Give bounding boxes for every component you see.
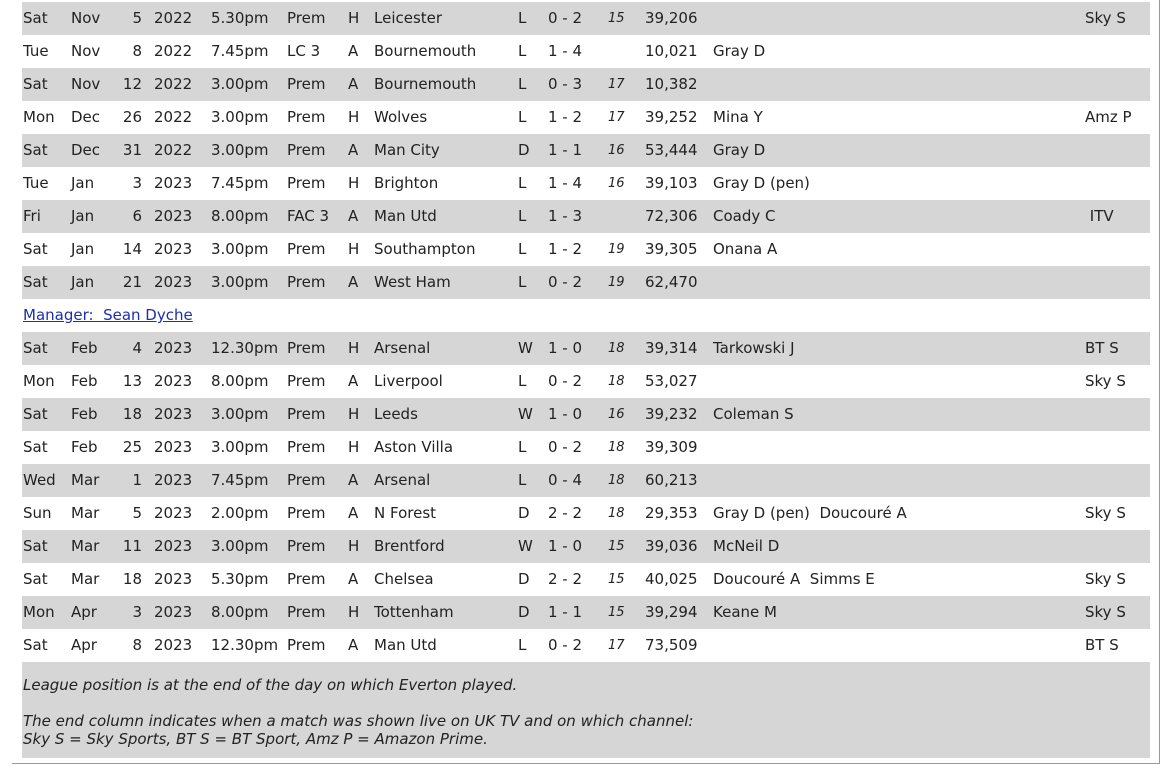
fixture-month: Dec (71, 141, 101, 159)
fixture-score: 1 - 4 (548, 42, 583, 60)
fixture-score: 2 - 2 (548, 504, 583, 522)
fixture-year: 2023 (154, 273, 193, 291)
fixture-score: 0 - 3 (548, 75, 583, 93)
fixture-tv-channel: Amz P (1085, 108, 1132, 126)
fixture-day: Sat (23, 9, 48, 27)
fixture-date: 5 (132, 504, 142, 522)
fixture-tv-channel: Sky S (1085, 9, 1126, 27)
fixture-row (22, 431, 1150, 464)
fixture-year: 2023 (154, 603, 193, 621)
fixture-competition: Prem (287, 438, 326, 456)
fixture-competition: Prem (287, 372, 326, 390)
fixture-time: 7.45pm (211, 42, 269, 60)
fixture-opponent: West Ham (374, 273, 451, 291)
fixture-month: Feb (71, 405, 98, 423)
fixture-time: 3.00pm (211, 405, 269, 423)
note-tv-legend: Sky S = Sky Sports, BT S = BT Sport, Amz P = Amazon Prime. (23, 730, 488, 748)
fixture-league-position: 15 (608, 605, 625, 620)
fixture-scorers: Onana A (713, 240, 778, 258)
fixture-day: Tue (23, 174, 49, 192)
fixture-row (22, 233, 1150, 266)
fixture-scorers: Doucouré A Simms E (713, 570, 875, 588)
fixture-competition: LC 3 (287, 42, 321, 60)
fixture-time: 3.00pm (211, 438, 269, 456)
fixture-row (22, 266, 1150, 299)
fixture-row (22, 167, 1150, 200)
fixture-year: 2022 (154, 108, 193, 126)
fixture-score: 0 - 2 (548, 636, 583, 654)
fixture-result: W (518, 405, 533, 423)
fixture-competition: Prem (287, 603, 326, 621)
fixture-month: Mar (71, 504, 100, 522)
fixture-day: Sat (23, 438, 48, 456)
fixture-competition: Prem (287, 504, 326, 522)
fixture-competition: Prem (287, 174, 326, 192)
fixture-venue: H (348, 108, 360, 126)
fixtures-frame (12, 0, 1160, 764)
fixture-opponent: Bournemouth (374, 75, 477, 93)
fixture-date: 18 (122, 405, 142, 423)
fixture-league-position: 16 (608, 407, 625, 422)
fixture-month: Jan (71, 207, 95, 225)
fixture-competition: Prem (287, 570, 326, 588)
fixture-year: 2023 (154, 570, 193, 588)
fixture-venue: A (348, 471, 359, 489)
fixture-competition: Prem (287, 9, 326, 27)
fixture-scorers: Mina Y (713, 108, 763, 126)
fixture-month: Dec (71, 108, 101, 126)
fixture-row (22, 629, 1150, 662)
fixture-league-position: 18 (608, 473, 625, 488)
fixture-date: 4 (132, 339, 142, 357)
fixture-venue: H (348, 240, 360, 258)
fixture-competition: Prem (287, 240, 326, 258)
fixture-score: 1 - 0 (548, 405, 583, 423)
fixture-time: 7.45pm (211, 174, 269, 192)
fixture-month: Apr (71, 603, 97, 621)
fixture-row (22, 464, 1150, 497)
fixture-time: 3.00pm (211, 75, 269, 93)
fixture-time: 2.00pm (211, 504, 269, 522)
fixture-result: D (518, 141, 530, 159)
fixture-result: L (518, 471, 527, 489)
fixture-scorers: Coady C (713, 207, 776, 225)
fixture-league-position: 18 (608, 341, 625, 356)
fixture-attendance: 39,305 (645, 240, 698, 258)
fixture-league-position: 17 (608, 638, 625, 653)
fixture-month: Jan (71, 174, 95, 192)
fixture-competition: Prem (287, 339, 326, 357)
fixture-league-position: 15 (608, 539, 625, 554)
fixture-year: 2023 (154, 339, 193, 357)
fixture-year: 2023 (154, 471, 193, 489)
fixture-result: L (518, 174, 527, 192)
fixture-attendance: 73,509 (645, 636, 698, 654)
fixture-date: 11 (122, 537, 142, 555)
fixture-tv-channel: Sky S (1085, 504, 1126, 522)
fixture-attendance: 72,306 (645, 207, 698, 225)
fixture-attendance: 39,103 (645, 174, 698, 192)
fixture-row (22, 101, 1150, 134)
fixture-attendance: 40,025 (645, 570, 698, 588)
fixture-competition: Prem (287, 537, 326, 555)
fixture-date: 5 (132, 9, 142, 27)
fixture-date: 14 (122, 240, 142, 258)
fixture-league-position: 15 (608, 572, 625, 587)
fixture-row (22, 596, 1150, 629)
fixture-opponent: Bournemouth (374, 42, 477, 60)
fixture-competition: Prem (287, 273, 326, 291)
fixture-opponent: Liverpool (374, 372, 443, 390)
fixture-attendance: 60,213 (645, 471, 698, 489)
fixtures-table (22, 2, 1150, 758)
manager-link[interactable]: Manager: Sean Dyche (23, 306, 193, 324)
fixture-day: Mon (23, 372, 55, 390)
fixture-attendance: 39,309 (645, 438, 698, 456)
fixture-score: 2 - 2 (548, 570, 583, 588)
fixture-result: D (518, 570, 530, 588)
fixture-scorers: Tarkowski J (713, 339, 795, 357)
fixture-year: 2022 (154, 75, 193, 93)
fixture-result: L (518, 240, 527, 258)
fixture-opponent: Man City (374, 141, 440, 159)
fixture-row (22, 2, 1150, 35)
fixture-day: Sat (23, 339, 48, 357)
fixture-league-position: 16 (608, 143, 625, 158)
fixture-opponent: Leeds (374, 405, 418, 423)
fixture-league-position: 17 (608, 110, 625, 125)
fixture-day: Mon (23, 108, 55, 126)
fixture-year: 2023 (154, 504, 193, 522)
fixture-score: 1 - 2 (548, 240, 583, 258)
fixture-attendance: 39,036 (645, 537, 698, 555)
fixture-day: Sat (23, 537, 48, 555)
fixture-result: W (518, 339, 533, 357)
fixture-time: 3.00pm (211, 141, 269, 159)
fixture-year: 2022 (154, 141, 193, 159)
fixture-scorers: McNeil D (713, 537, 780, 555)
fixture-opponent: Southampton (374, 240, 476, 258)
fixture-score: 1 - 3 (548, 207, 583, 225)
fixture-score: 0 - 2 (548, 273, 583, 291)
fixture-opponent: Tottenham (374, 603, 454, 621)
fixture-league-position: 18 (608, 374, 625, 389)
fixture-time: 12.30pm (211, 339, 279, 357)
fixture-score: 1 - 1 (548, 141, 583, 159)
fixture-row (22, 134, 1150, 167)
fixture-row (22, 35, 1150, 68)
fixture-opponent: Arsenal (374, 339, 431, 357)
fixture-competition: Prem (287, 636, 326, 654)
fixture-year: 2023 (154, 207, 193, 225)
fixture-result: L (518, 372, 527, 390)
fixture-score: 0 - 4 (548, 471, 583, 489)
fixture-month: Feb (71, 438, 98, 456)
fixture-row (22, 68, 1150, 101)
fixture-venue: A (348, 372, 359, 390)
fixture-attendance: 53,027 (645, 372, 698, 390)
fixture-venue: A (348, 636, 359, 654)
fixture-attendance: 53,444 (645, 141, 698, 159)
fixture-year: 2023 (154, 174, 193, 192)
fixture-day: Sat (23, 141, 48, 159)
fixture-result: L (518, 273, 527, 291)
fixture-time: 8.00pm (211, 603, 269, 621)
fixture-date: 26 (122, 108, 142, 126)
fixture-league-position: 15 (608, 11, 625, 26)
fixture-tv-channel: ITV (1085, 207, 1114, 225)
fixture-opponent: N Forest (374, 504, 437, 522)
fixture-result: D (518, 504, 530, 522)
fixture-month: Jan (71, 240, 95, 258)
fixture-date: 21 (122, 273, 142, 291)
fixture-month: Jan (71, 273, 95, 291)
fixture-opponent: Aston Villa (374, 438, 454, 456)
fixture-month: Mar (71, 537, 100, 555)
fixture-score: 1 - 0 (548, 537, 583, 555)
fixture-date: 31 (122, 141, 142, 159)
fixture-day: Sat (23, 273, 48, 291)
fixture-time: 12.30pm (211, 636, 279, 654)
fixture-attendance: 10,021 (645, 42, 698, 60)
fixture-day: Mon (23, 603, 55, 621)
fixture-score: 0 - 2 (548, 372, 583, 390)
fixture-competition: Prem (287, 141, 326, 159)
fixture-time: 3.00pm (211, 240, 269, 258)
fixture-day: Sat (23, 240, 48, 258)
fixture-year: 2023 (154, 240, 193, 258)
fixture-date: 13 (122, 372, 142, 390)
fixture-scorers: Gray D (pen) (713, 174, 810, 192)
fixture-venue: A (348, 207, 359, 225)
fixture-score: 0 - 2 (548, 9, 583, 27)
fixture-time: 8.00pm (211, 207, 269, 225)
fixture-day: Wed (23, 471, 56, 489)
fixture-result: L (518, 207, 527, 225)
fixture-row (22, 332, 1150, 365)
note-league-position: League position is at the end of the day on which Everton played. (23, 676, 518, 694)
fixture-attendance: 39,294 (645, 603, 698, 621)
fixture-attendance: 39,206 (645, 9, 698, 27)
fixture-attendance: 39,314 (645, 339, 698, 357)
fixture-attendance: 29,353 (645, 504, 698, 522)
fixture-score: 1 - 4 (548, 174, 583, 192)
fixture-scorers: Gray D (713, 141, 766, 159)
fixture-row (22, 497, 1150, 530)
fixture-date: 1 (132, 471, 142, 489)
fixture-day: Sat (23, 636, 48, 654)
fixture-scorers: Coleman S (713, 405, 794, 423)
fixture-opponent: Chelsea (374, 570, 434, 588)
fixture-attendance: 10,382 (645, 75, 698, 93)
fixture-time: 3.00pm (211, 108, 269, 126)
fixture-venue: H (348, 405, 360, 423)
fixture-competition: Prem (287, 75, 326, 93)
fixture-row (22, 530, 1150, 563)
fixture-opponent: Brighton (374, 174, 439, 192)
fixture-time: 5.30pm (211, 570, 269, 588)
fixture-tv-channel: BT S (1085, 339, 1119, 357)
fixture-time: 7.45pm (211, 471, 269, 489)
fixture-month: Mar (71, 471, 100, 489)
fixture-year: 2023 (154, 438, 193, 456)
fixture-opponent: Arsenal (374, 471, 431, 489)
fixture-venue: H (348, 603, 360, 621)
fixture-row (22, 563, 1150, 596)
fixture-score: 1 - 0 (548, 339, 583, 357)
fixture-venue: H (348, 438, 360, 456)
fixture-venue: A (348, 570, 359, 588)
fixture-time: 3.00pm (211, 537, 269, 555)
fixture-attendance: 62,470 (645, 273, 698, 291)
fixture-venue: A (348, 75, 359, 93)
fixture-year: 2023 (154, 537, 193, 555)
fixture-league-position: 19 (608, 275, 625, 290)
fixture-month: Nov (71, 9, 101, 27)
fixture-date: 25 (122, 438, 142, 456)
fixture-result: L (518, 636, 527, 654)
fixture-scorers: Keane M (713, 603, 777, 621)
fixture-result: W (518, 537, 533, 555)
fixture-tv-channel: BT S (1085, 636, 1119, 654)
fixture-venue: H (348, 174, 360, 192)
fixture-day: Sat (23, 75, 48, 93)
fixture-opponent: Leicester (374, 9, 443, 27)
fixture-opponent: Man Utd (374, 207, 437, 225)
fixture-month: Apr (71, 636, 97, 654)
fixture-result: L (518, 75, 527, 93)
fixture-venue: A (348, 141, 359, 159)
fixture-league-position: 18 (608, 440, 625, 455)
fixture-result: L (518, 9, 527, 27)
fixture-date: 3 (132, 603, 142, 621)
fixture-venue: A (348, 273, 359, 291)
manager-row (22, 299, 1150, 332)
fixture-day: Tue (23, 42, 49, 60)
fixture-scorers: Gray D (pen) Doucouré A (713, 504, 907, 522)
fixture-date: 8 (132, 636, 142, 654)
fixture-year: 2023 (154, 405, 193, 423)
fixture-opponent: Brentford (374, 537, 445, 555)
fixture-date: 6 (132, 207, 142, 225)
fixture-day: Sat (23, 570, 48, 588)
fixture-date: 18 (122, 570, 142, 588)
fixture-month: Feb (71, 372, 98, 390)
fixture-score: 1 - 2 (548, 108, 583, 126)
fixture-venue: H (348, 9, 360, 27)
fixture-venue: A (348, 42, 359, 60)
fixture-competition: Prem (287, 405, 326, 423)
fixture-attendance: 39,232 (645, 405, 698, 423)
fixture-row (22, 365, 1150, 398)
fixture-month: Feb (71, 339, 98, 357)
fixture-competition: FAC 3 (287, 207, 330, 225)
fixture-opponent: Wolves (374, 108, 428, 126)
fixture-league-position: 18 (608, 506, 625, 521)
fixture-opponent: Man Utd (374, 636, 437, 654)
fixture-time: 8.00pm (211, 372, 269, 390)
fixture-month: Nov (71, 75, 101, 93)
table-notes (22, 662, 1150, 758)
fixture-league-position: 19 (608, 242, 625, 257)
fixture-year: 2022 (154, 9, 193, 27)
fixture-month: Mar (71, 570, 100, 588)
fixture-tv-channel: Sky S (1085, 570, 1126, 588)
fixture-year: 2023 (154, 372, 193, 390)
fixture-result: L (518, 108, 527, 126)
fixture-time: 3.00pm (211, 273, 269, 291)
fixture-time: 5.30pm (211, 9, 269, 27)
fixture-tv-channel: Sky S (1085, 603, 1126, 621)
fixture-date: 3 (132, 174, 142, 192)
fixture-tv-channel: Sky S (1085, 372, 1126, 390)
fixture-result: L (518, 42, 527, 60)
fixture-competition: Prem (287, 108, 326, 126)
fixture-day: Sat (23, 405, 48, 423)
fixture-month: Nov (71, 42, 101, 60)
fixture-row (22, 398, 1150, 431)
fixture-result: D (518, 603, 530, 621)
fixture-attendance: 39,252 (645, 108, 698, 126)
fixture-year: 2023 (154, 636, 193, 654)
fixture-league-position: 17 (608, 77, 625, 92)
fixture-league-position: 16 (608, 176, 625, 191)
fixture-row (22, 200, 1150, 233)
fixture-competition: Prem (287, 471, 326, 489)
fixture-score: 1 - 1 (548, 603, 583, 621)
fixture-day: Sun (23, 504, 52, 522)
fixture-date: 8 (132, 42, 142, 60)
note-tv-column: The end column indicates when a match was shown live on UK TV and on which channel: (23, 712, 694, 730)
fixture-result: L (518, 438, 527, 456)
fixture-venue: H (348, 339, 360, 357)
fixture-date: 12 (122, 75, 142, 93)
fixture-score: 0 - 2 (548, 438, 583, 456)
fixture-venue: A (348, 504, 359, 522)
fixture-scorers: Gray D (713, 42, 766, 60)
fixture-day: Fri (23, 207, 41, 225)
fixture-venue: H (348, 537, 360, 555)
fixture-year: 2022 (154, 42, 193, 60)
